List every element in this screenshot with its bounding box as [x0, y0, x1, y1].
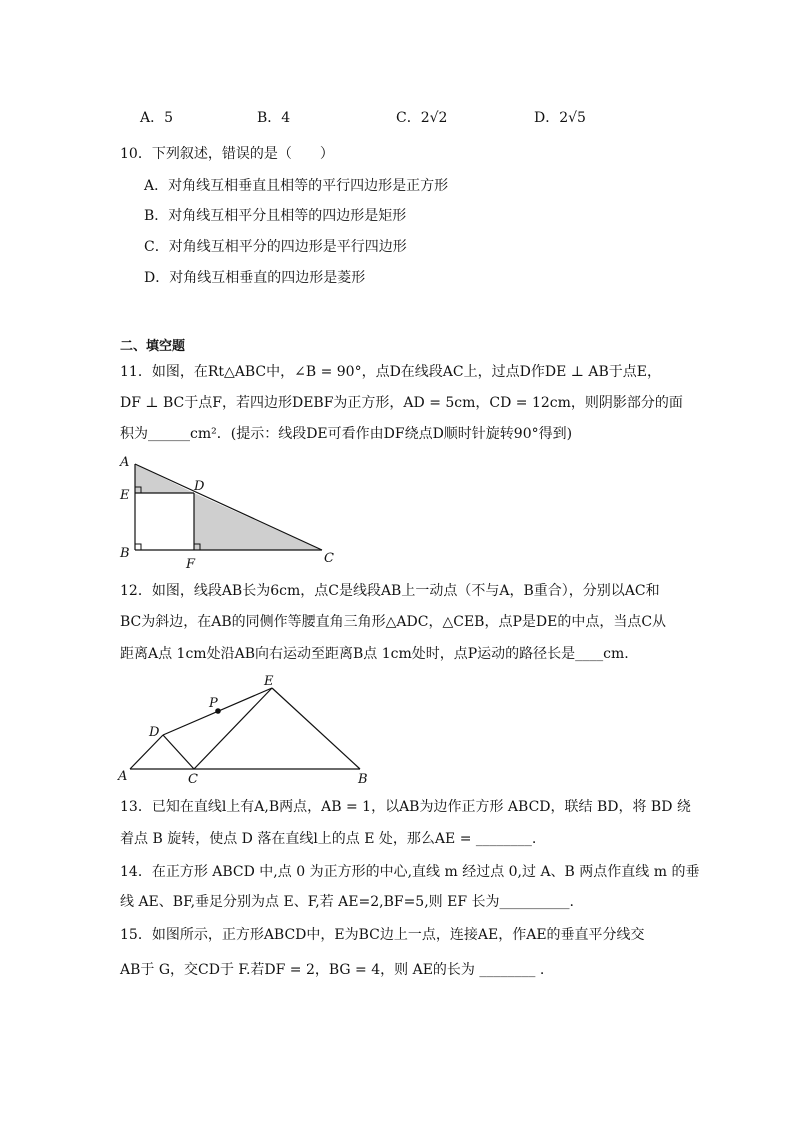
q14-line-1: 14．在正方形 ABCD 中,点 0 为正方形的中心,直线 m 经过点 0,过 A、B 两点作直线 m 的垂 — [120, 864, 700, 880]
q14-line-2: 线 AE、BF,垂足分别为点 E、F,若 AE=2,BF=5,则 EF 长为__________. — [120, 894, 574, 910]
q12-line-2: BC为斜边，在AB的同侧作等腰直角三角形△ADC，△CEB，点P是DE的中点，当点C从 — [120, 614, 667, 630]
q9-option-a: A．5 — [140, 110, 174, 126]
q15-line-1: 15．如图所示，正方形ABCD中，E为BC边上一点，连接AE，作AE的垂直平分线交 — [120, 927, 645, 943]
q10-stem: 10．下列叙述，错误的是（ ） — [120, 146, 334, 162]
q9-option-c: C．2√2 — [396, 110, 448, 126]
q11-label-d: D — [194, 479, 205, 494]
q10-option-d: D．对角线互相垂直的四边形是菱形 — [144, 270, 366, 286]
q9-option-d: D．2√5 — [534, 110, 586, 126]
q12-label-b: B — [358, 772, 368, 787]
q12-label-e: E — [264, 674, 274, 689]
q12-label-a: A — [118, 769, 128, 784]
q11-line-1: 11．如图，在Rt△ABC中，∠B = 90°，点D在线段AC上，过点D作DE ⊥ AB于点E， — [120, 364, 661, 380]
q9-option-b: B．4 — [257, 110, 291, 126]
q12-segment-ce — [194, 688, 272, 769]
q12-figure — [114, 672, 384, 787]
section-title: 二、填空题 — [120, 339, 186, 354]
q12-line-1: 12．如图，线段AB长为6cm，点C是线段AB上一动点（不与A，B重合），分别以AC和 — [120, 583, 660, 599]
q11-line-3: 积为______cm²．(提示：线段DE可看作由DF绕点D顺时针旋转90°得到) — [120, 426, 573, 442]
q10-option-b: B．对角线互相平分且相等的四边形是矩形 — [144, 208, 407, 224]
q13-line-2: 着点 B 旋转，使点 D 落在直线l上的点 E 处，那么AE = ________. — [120, 831, 537, 847]
q11-right-angle-b — [135, 544, 141, 550]
q12-segment-eb — [272, 688, 360, 769]
q11-line-2: DF ⊥ BC于点F，若四边形DEBF为正方形，AD = 5cm，CD = 12cm，则阴影部分的面 — [120, 395, 683, 411]
q10-option-a: A．对角线互相垂直且相等的平行四边形是正方形 — [144, 178, 449, 194]
q11-label-b: B — [120, 546, 130, 561]
q12-label-c: C — [188, 772, 198, 787]
q10-option-c: C．对角线互相平分的四边形是平行四边形 — [144, 239, 407, 255]
q12-label-d: D — [149, 725, 160, 740]
q11-label-f: F — [186, 557, 196, 572]
q11-label-e: E — [120, 488, 130, 503]
q11-label-c: C — [324, 551, 334, 566]
q12-line-3: 距离A点 1cm处沿AB向右运动至距离B点 1cm处时，点P运动的路径长是____cm. — [120, 646, 629, 662]
q12-segment-dc — [163, 735, 194, 769]
q12-label-p: P — [209, 696, 218, 711]
q15-line-2: AB于 G，交CD于 F.若DF = 2，BG = 4，则 AE的长为 ________ . — [120, 962, 545, 978]
q12-segment-ad — [130, 735, 163, 769]
q11-label-a: A — [120, 455, 130, 470]
q13-line-1: 13．已知在直线l上有A,B两点，AB = 1，以AB为边作正方形 ABCD，联结 BD，将 BD 绕 — [120, 799, 691, 815]
q11-figure — [114, 452, 354, 572]
